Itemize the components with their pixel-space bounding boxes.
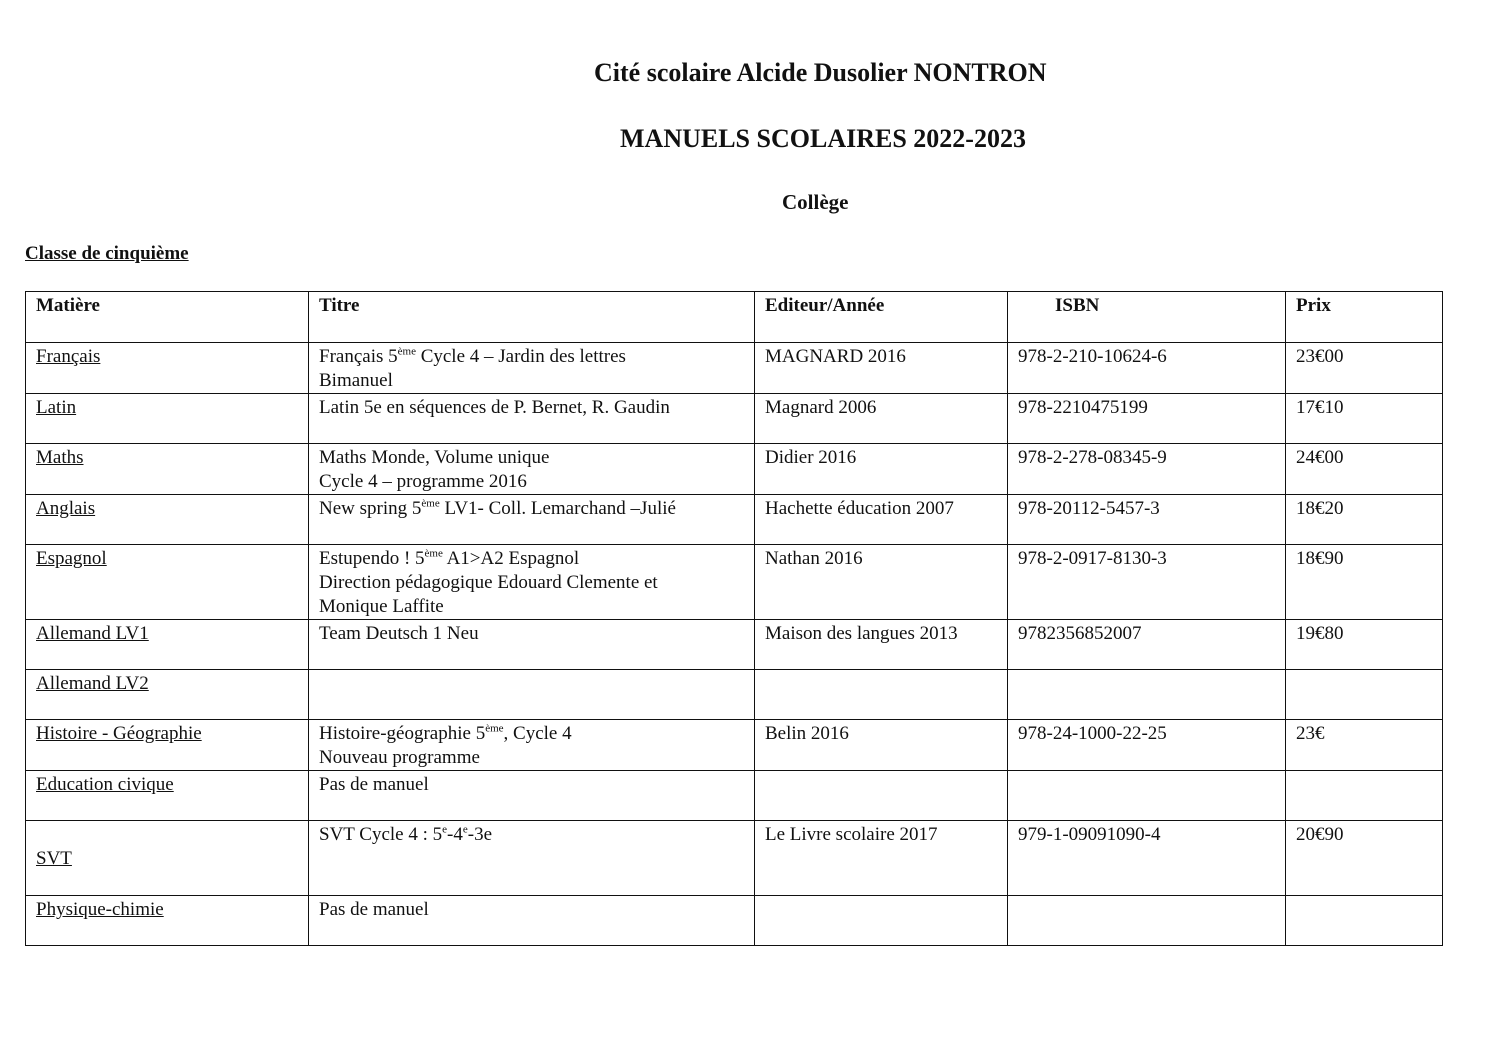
subject-label: Latin bbox=[36, 397, 77, 418]
cell-subject bbox=[26, 545, 309, 620]
subject-label: Allemand LV1 bbox=[36, 623, 149, 644]
table-row bbox=[26, 394, 1443, 444]
column-header-isbn: ISBN bbox=[1008, 292, 1286, 343]
cell-isbn: 978-24-1000-22-25 bbox=[1008, 720, 1286, 771]
cell-subject bbox=[26, 620, 309, 670]
cell-publisher: Hachette éducation 2007 bbox=[755, 495, 1008, 545]
title-line: Maths Monde, Volume unique bbox=[319, 447, 550, 468]
cell-price bbox=[1286, 670, 1443, 720]
table-body bbox=[26, 343, 1443, 946]
cell-title bbox=[309, 821, 755, 896]
cell-publisher bbox=[755, 896, 1008, 946]
subject-label: Education civique bbox=[36, 774, 174, 795]
subject-label: Histoire - Géographie bbox=[36, 723, 202, 744]
title-line: Pas de manuel bbox=[319, 899, 429, 920]
table-row bbox=[26, 495, 1443, 545]
title-line: New spring 5ème LV1- Coll. Lemarchand –Julié bbox=[319, 497, 676, 519]
cell-publisher bbox=[755, 771, 1008, 821]
cell-price bbox=[1286, 771, 1443, 821]
cell-subject bbox=[26, 394, 309, 444]
subject-label: SVT bbox=[36, 848, 72, 869]
title-line: Estupendo ! 5ème A1>A2 Espagnol bbox=[319, 547, 580, 569]
cell-title bbox=[309, 771, 755, 821]
cell-subject bbox=[26, 343, 309, 394]
cell-price: 20€90 bbox=[1286, 821, 1443, 896]
cell-subject bbox=[26, 444, 309, 495]
title-line: Histoire-géographie 5ème, Cycle 4 bbox=[319, 722, 572, 744]
title-line: Bimanuel bbox=[319, 370, 393, 391]
title-line: Monique Laffite bbox=[319, 596, 444, 617]
school-level: Collège bbox=[782, 190, 849, 214]
table-row bbox=[26, 545, 1443, 620]
cell-publisher: Belin 2016 bbox=[755, 720, 1008, 771]
subject-label: Français bbox=[36, 346, 101, 367]
cell-title bbox=[309, 620, 755, 670]
title-line: Team Deutsch 1 Neu bbox=[319, 623, 479, 644]
cell-title bbox=[309, 343, 755, 394]
cell-title bbox=[309, 545, 755, 620]
table-row bbox=[26, 444, 1443, 495]
cell-isbn: 9782356852007 bbox=[1008, 620, 1286, 670]
cell-title bbox=[309, 444, 755, 495]
title-line: Cycle 4 – programme 2016 bbox=[319, 471, 527, 492]
cell-price: 23€00 bbox=[1286, 343, 1443, 394]
title-line: SVT Cycle 4 : 5e-4e-3e bbox=[319, 823, 493, 845]
table-row bbox=[26, 896, 1443, 946]
title-line: Direction pédagogique Edouard Clemente et bbox=[319, 572, 658, 593]
cell-isbn: 978-20112-5457-3 bbox=[1008, 495, 1286, 545]
table-row bbox=[26, 343, 1443, 394]
subject-label: Maths bbox=[36, 447, 84, 468]
column-header-publisher: Editeur/Année bbox=[755, 292, 1008, 343]
table-row bbox=[26, 771, 1443, 821]
cell-publisher: Le Livre scolaire 2017 bbox=[755, 821, 1008, 896]
cell-price: 23€ bbox=[1286, 720, 1443, 771]
subject-label: Allemand LV2 bbox=[36, 673, 149, 694]
textbook-table bbox=[25, 291, 1443, 946]
column-header-price: Prix bbox=[1286, 292, 1443, 343]
cell-title bbox=[309, 495, 755, 545]
title-line: Latin 5e en séquences de P. Bernet, R. Gaudin bbox=[319, 397, 670, 418]
column-header-subject: Matière bbox=[26, 292, 309, 343]
cell-isbn: 978-2210475199 bbox=[1008, 394, 1286, 444]
subject-label: Physique-chimie bbox=[36, 899, 164, 920]
cell-isbn bbox=[1008, 670, 1286, 720]
table-header-row bbox=[26, 292, 1443, 343]
cell-subject bbox=[26, 771, 309, 821]
cell-title bbox=[309, 720, 755, 771]
subject-label: Espagnol bbox=[36, 548, 107, 569]
cell-subject bbox=[26, 495, 309, 545]
cell-publisher: Nathan 2016 bbox=[755, 545, 1008, 620]
title-line: Français 5ème Cycle 4 – Jardin des lettres bbox=[319, 345, 626, 367]
cell-price bbox=[1286, 896, 1443, 946]
cell-title bbox=[309, 670, 755, 720]
cell-subject bbox=[26, 670, 309, 720]
cell-isbn: 978-2-0917-8130-3 bbox=[1008, 545, 1286, 620]
cell-publisher: Didier 2016 bbox=[755, 444, 1008, 495]
title-line: Nouveau programme bbox=[319, 747, 480, 768]
table-row bbox=[26, 720, 1443, 771]
school-title: Cité scolaire Alcide Dusolier NONTRON bbox=[594, 58, 1047, 87]
cell-price: 19€80 bbox=[1286, 620, 1443, 670]
cell-price: 18€90 bbox=[1286, 545, 1443, 620]
column-header-title: Titre bbox=[309, 292, 755, 343]
cell-isbn bbox=[1008, 771, 1286, 821]
cell-subject bbox=[26, 720, 309, 771]
cell-price: 17€10 bbox=[1286, 394, 1443, 444]
cell-subject bbox=[26, 821, 309, 896]
cell-publisher: MAGNARD 2016 bbox=[755, 343, 1008, 394]
table-row bbox=[26, 821, 1443, 896]
cell-publisher: Magnard 2006 bbox=[755, 394, 1008, 444]
cell-title bbox=[309, 896, 755, 946]
cell-price: 24€00 bbox=[1286, 444, 1443, 495]
table-row bbox=[26, 620, 1443, 670]
cell-publisher bbox=[755, 670, 1008, 720]
document-title: MANUELS SCOLAIRES 2022-2023 bbox=[620, 124, 1026, 153]
cell-isbn bbox=[1008, 896, 1286, 946]
cell-subject bbox=[26, 896, 309, 946]
subject-label: Anglais bbox=[36, 498, 96, 519]
title-line: Pas de manuel bbox=[319, 774, 429, 795]
cell-isbn: 978-2-210-10624-6 bbox=[1008, 343, 1286, 394]
cell-isbn: 979-1-09091090-4 bbox=[1008, 821, 1286, 896]
class-label: Classe de cinquième bbox=[25, 243, 189, 264]
cell-price: 18€20 bbox=[1286, 495, 1443, 545]
table-row bbox=[26, 670, 1443, 720]
cell-publisher: Maison des langues 2013 bbox=[755, 620, 1008, 670]
cell-title bbox=[309, 394, 755, 444]
cell-isbn: 978-2-278-08345-9 bbox=[1008, 444, 1286, 495]
